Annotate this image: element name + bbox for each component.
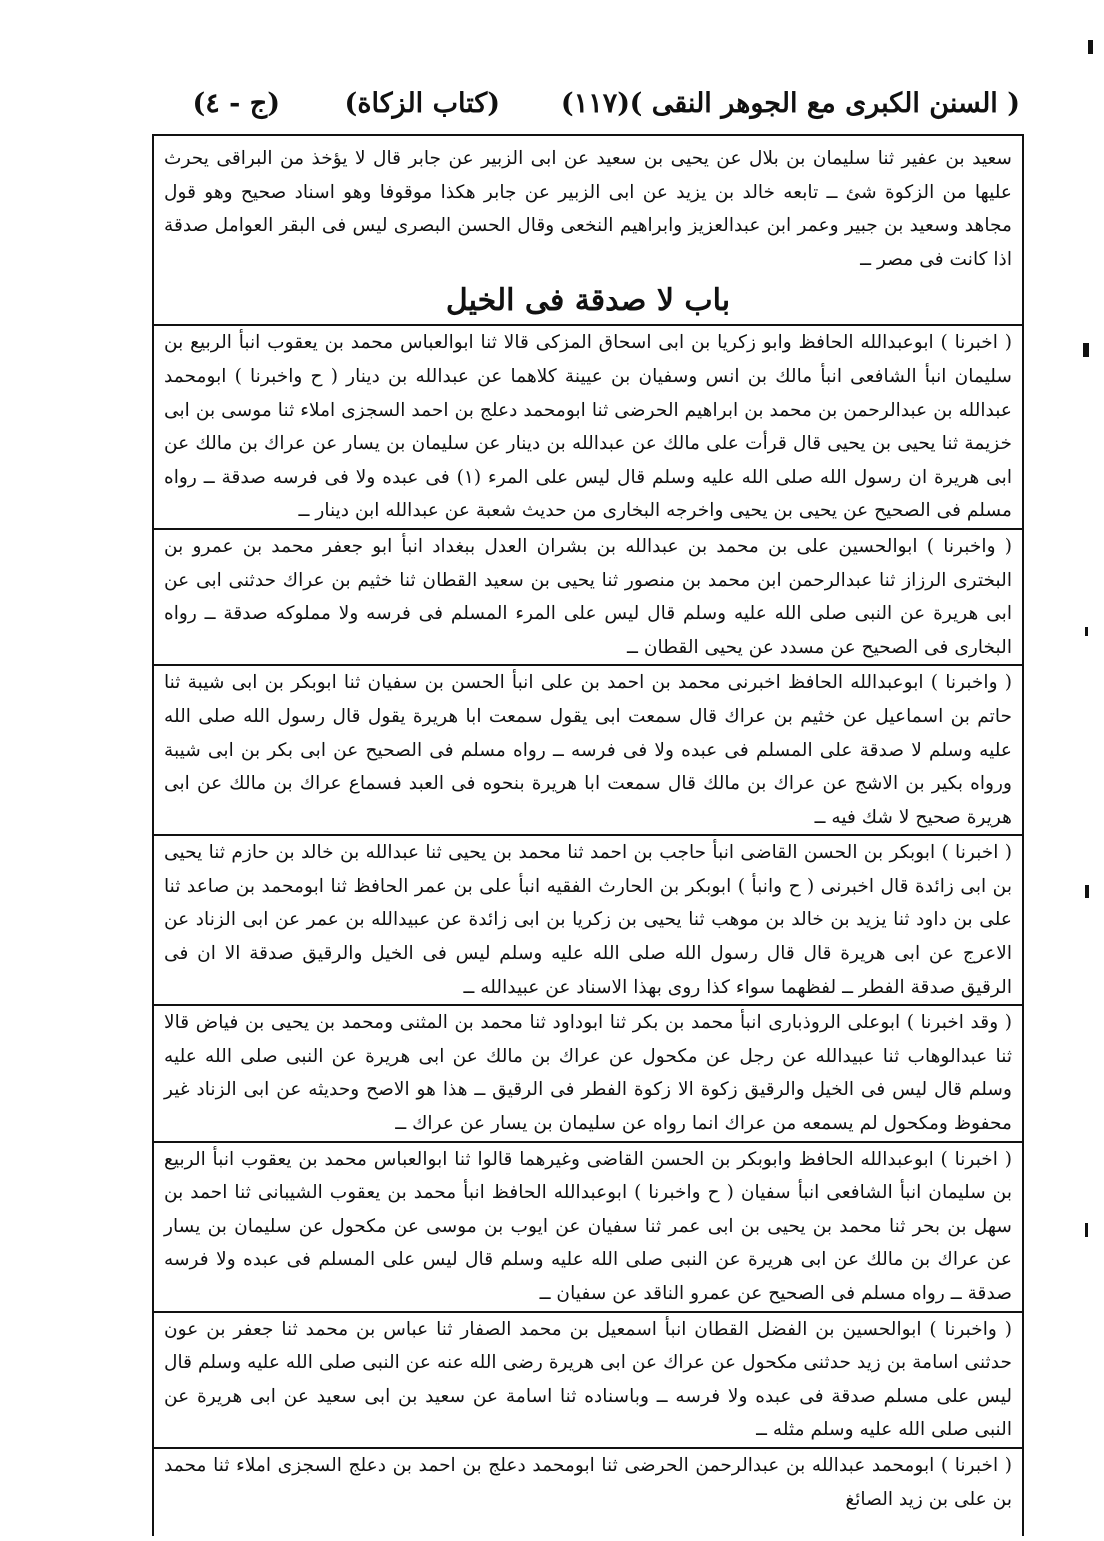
page-number: (١١٧): [560, 88, 630, 119]
hadith-paragraph: ( واخبرنا ) ابوالحسين على بن محمد بن عبدالله بن بشران العدل ببغداد انبأ ابو جعفر محمد بن عمرو بن البخترى الرزاز ثنا عبدالرحمن ابن محمد بن منصور ثنا يحيى بن سعيد القطان ثنا خثيم بن عراك حدثنى ابى عن ابى هريرة عن النبى صلى الله عليه وسلم قال ليس على المرء المسلم فى فرسه ولا مملوكه صدقة ــ رواه البخارى فى الصحيح عن مسدد عن يحيى القطان ــ: [164, 535, 1012, 658]
header-title: ( السنن الكبرى مع الجوهر النقى ): [629, 88, 1020, 119]
margin-mark: [1085, 627, 1088, 636]
chapter-title: باب لا صدقة فى الخيل: [445, 283, 731, 319]
margin-mark: [1085, 885, 1089, 898]
margin-mark: [1085, 1223, 1088, 1237]
header-rule: [152, 134, 1024, 136]
hadith-paragraph: ( اخبرنا ) ابوعبدالله الحافظ وابوبكر بن الحسن القاضى وغيرهما قالوا ثنا ابوالعباس محمد بن يعقوب انبأ الربيع بن سليمان انبأ الشافعى انبأ سفيان ( ح واخبرنا ) ابوعبدالله الحافظ انبأ محمد بن يعقوب الشيبانى ثنا احمد بن سهل بن بحر ثنا محمد بن يحيى بن ابى عمر ثنا سفيان عن ايوب بن موسى عن مكحول عن سليمان بن يسار عن عراك بن مالك عن ابى هريرة عن النبى صلى الله عليه وسلم قال ليس على المسلم فى عبده ولا فرسه صدقة ــ رواه مسلم فى الصحيح عن عمرو الناقد عن سفيان ــ: [164, 1148, 1012, 1304]
margin-mark: [1088, 40, 1093, 54]
margin-mark: [1083, 343, 1089, 357]
hadith-paragraph: ( اخبرنا ) ابومحمد عبدالله بن عبدالرحمن الحرضى ثنا ابومحمد دعلج بن احمد بن دعلج السجزى املاء ثنا محمد بن على بن زيد الصائغ: [164, 1454, 1012, 1510]
hadith-paragraph: ( واخبرنا ) ابوعبدالله الحافظ اخبرنى محمد بن احمد بن على انبأ الحسن بن سفيان ثنا ابوبكر بن ابى شيبة ثنا حاتم بن اسماعيل عن خثيم بن عراك قال سمعت ابى يقول سمعت ابا هريرة يقول قال رسول الله صلى الله عليه وسلم لا صدقة على المسلم فى عبده ولا فى فرسه ــ رواه مسلم فى الصحيح عن ابى بكر بن ابى شيبة ورواه بكير بن الاشج عن عراك بن مالك قال سمعت ابا هريرة بنحوه فى العبد فسماع عراك بن مالك عن ابى هريرة صحيح لا شك فيه ــ: [164, 672, 1012, 828]
hadith-paragraph: ( وقد اخبرنا ) ابوعلى الروذبارى انبأ محمد بن بكر ثنا ابوداود ثنا محمد بن المثنى ومحمد بن يحيى بن فياض قالا ثنا عبدالوهاب ثنا عبيدالله عن رجل عن مكحول عن عراك بن مالك عن ابى هريرة عن النبى صلى الله عليه وسلم قال ليس فى الخيل والرقيق زكوة الا زكوة الفطر فى الرقيق ــ هذا هو الاصح وحديثه عن ابى الزناد غير محفوظ ومكحول لم يسمعه من عراك انما رواه عن سليمان بن يسار عن عراك ــ: [164, 1012, 1012, 1135]
running-header: [160, 84, 1020, 126]
hadith-paragraph: ( واخبرنا ) ابوالحسين بن الفضل القطان انبأ اسمعيل بن محمد الصفار ثنا عباس بن محمد ثنا جعفر بن عون حدثنى اسامة بن زيد حدثنى مكحول عن عراك عن ابى هريرة رضى الله عنه عن النبى صلى الله عليه وسلم قال ليس على مسلم صدقة فى عبده ولا فرسه ــ وباسناده ثنا اسامة عن سعيد بن ابى سعيد عن ابى هريرة عن النبى صلى الله عليه وسلم مثله ــ: [164, 1318, 1012, 1441]
volume-number: (ج - ٤): [192, 88, 280, 119]
lead-paragraph: سعيد بن عفير ثنا سليمان بن بلال عن يحيى بن سعيد عن ابى الزبير عن جابر قال لا يؤخذ من البراقى يحرث عليها من الزكوة شئ ــ تابعه خالد بن يزيد عن ابى الزبير عن جابر هكذا موقوفا وهو اسناد صحيح وهو قول مجاهد وسعيد بن جبير وعمر ابن عبدالعزيز وابراهيم النخعى وقال الحسن البصرى ليس فى البقر العوامل صدقة اذا كانت فى مصر ــ: [164, 148, 1012, 270]
book-name: (كتاب الزكاة): [344, 88, 500, 119]
hadith-paragraph: ( اخبرنا ) ابوبكر بن الحسن القاضى انبأ حاجب بن احمد ثنا محمد بن يحيى ثنا عبدالله بن خالد بن حازم ثنا يحيى بن ابى زائدة قال اخبرنى ( ح وانبأ ) ابوبكر بن الحارث الفقيه انبأ على بن عمر الحافظ ثنا ابومحمد بن صاعد ثنا على بن داود ثنا يزيد بن خالد بن موهب ثنا يحيى بن زكريا بن ابى زائدة عن عبيدالله بن عمر عن ابى الزناد عن الاعرج عن ابى هريرة قال قال رسول الله صلى الله عليه وسلم ليس فى الخيل والرقيق صدقة الا ان فى الرقيق صدقة الفطر ــ لفظهما سواء كذا روى بهذا الاسناد عن عبيدالله ــ: [164, 842, 1012, 998]
page-body: [164, 142, 1012, 1537]
hadith-paragraph: ( اخبرنا ) ابوعبدالله الحافظ وابو زكريا بن ابى اسحاق المزكى قالا ثنا ابوالعباس محمد بن يعقوب انبأ الربيع بن سليمان انبأ الشافعى انبأ مالك بن انس وسفيان بن عيينة كلاهما عن عبدالله بن دينار ( ح واخبرنا ) ابومحمد عبدالله بن عبدالرحمن بن محمد بن ابراهيم الحرضى ثنا ابومحمد دعلج بن احمد السجزى املاء ثنا موسى بن ابى خزيمة ثنا يحيى بن يحيى قال قرأت على مالك عن عبدالله بن دينار عن سليمان بن يسار عن عراك بن مالك عن ابى هريرة ان رسول الله صلى الله عليه وسلم قال ليس على المرء (١) فى عبده ولا فى فرسه صدقة ــ رواه مسلم فى الصحيح عن يحيى بن يحيى واخرجه البخارى من حديث شعبة عن عبدالله ابن دينار ــ: [164, 332, 1012, 522]
